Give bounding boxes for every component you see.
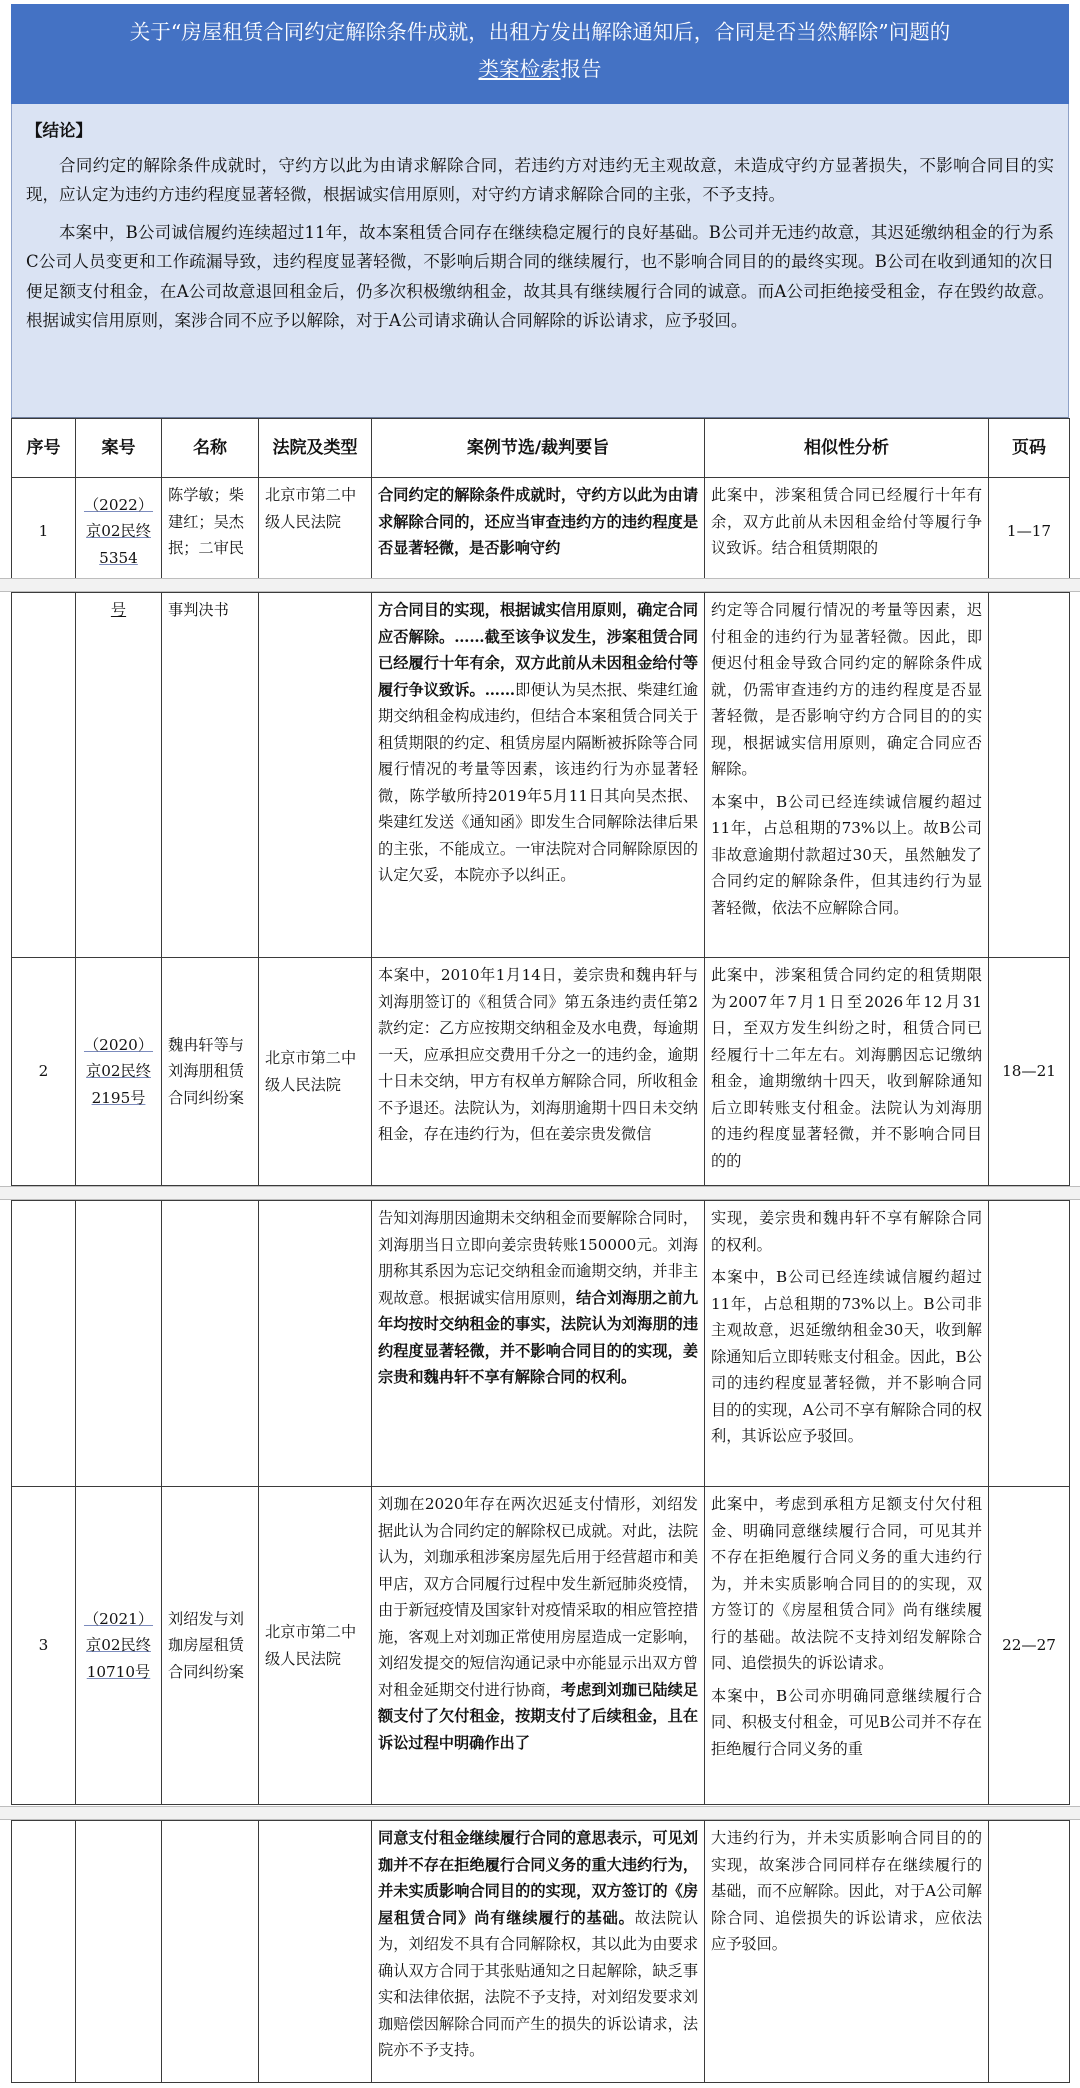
case-name-empty xyxy=(162,1821,259,2083)
header-index: 序号 xyxy=(12,419,76,478)
table-row xyxy=(12,1201,1070,1487)
page-range-empty xyxy=(989,1201,1070,1487)
case-number-link[interactable]: （2021）京02民终10710号 xyxy=(76,1487,162,1805)
conclusion-heading: 【结论】 xyxy=(26,121,92,140)
excerpt-body: 故法院认为，刘绍发不具有合同解除权，其以此为由要求确认双方合同于其张贴通知之日起解除，缺乏事实和法律依据，法院不予支持，对刘绍发要求刘珈赔偿因解除合同而产生的损失的诉讼请求，法院亦不予支持。 xyxy=(378,1908,699,2059)
header-case-number: 案号 xyxy=(76,419,162,478)
report-title-link[interactable]: 类案检索 xyxy=(478,57,561,81)
row-index-empty xyxy=(12,1821,76,2083)
case-name-empty xyxy=(162,1201,259,1487)
similarity-analysis: 此案中，涉案租赁合同已经履行十年有余，双方此前从未因租金给付等履行争议致诉。结合租赁期限的 xyxy=(705,478,989,586)
case-table-segment-1 xyxy=(11,418,1070,586)
table-header-row xyxy=(12,419,1070,478)
case-number-empty xyxy=(76,1821,162,2083)
header-excerpt: 案例节选/裁判要旨 xyxy=(372,419,705,478)
report-title-line2 xyxy=(25,51,1055,88)
analysis-paragraph: 约定等合同履行情况的考量等因素，迟付租金的违约行为显著轻微。因此，即便迟付租金导致合同约定的解除条件成就，仍需审查违约方的违约程度是否显著轻微，是否影响守约方合同目的的实现，根据诚实信用原则，确定合同应否解除。 xyxy=(711,601,982,778)
case-excerpt xyxy=(372,1201,705,1487)
case-table-segment-3 xyxy=(11,1200,1070,1805)
case-name: 刘绍发与刘珈房屋租赁合同纠纷案 xyxy=(162,1487,259,1805)
case-name: 魏冉轩等与刘海朋租赁合同纠纷案 xyxy=(162,958,259,1186)
header-pages: 页码 xyxy=(989,419,1070,478)
conclusion-paragraph-1: 合同约定的解除条件成就时，守约方以此为由请求解除合同，若违约方对违约无主观故意，未造成守约方显著损失，不影响合同目的实现，应认定为违约方违约程度显著轻微，根据诚实信用原则，对守约方请求解除合同的主张，不予支持。 xyxy=(26,155,1054,204)
case-number-link[interactable]: （2022）京02民终5354 xyxy=(76,478,162,586)
excerpt-body: 告知刘海朋因逾期未交纳租金而要解除合同时，刘海朋当日立即向姜宗贵转账150000元。刘海朋称其系因为忘记交纳租金而逾期交纳，并非主观故意。根据诚实信用原则， xyxy=(378,1209,698,1307)
similarity-analysis xyxy=(705,1487,989,1805)
case-number-empty xyxy=(76,1201,162,1487)
case-table-segment-2 xyxy=(11,592,1070,1186)
page-range: 1—17 xyxy=(989,478,1070,586)
analysis-paragraph: 实现，姜宗贵和魏冉轩不享有解除合同的权利。 xyxy=(711,1209,982,1254)
page-range: 22—27 xyxy=(989,1487,1070,1805)
similarity-analysis: 大违约行为，并未实质影响合同目的的实现，故案涉合同同样存在继续履行的基础，而不应解除。因此，对于A公司解除合同、追偿损失的诉讼请求，应依法应予驳回。 xyxy=(705,1821,989,2083)
case-excerpt xyxy=(372,1487,705,1805)
table-row xyxy=(12,1821,1070,2083)
analysis-paragraph: 本案中，B公司已经连续诚信履约超过11年，占总租期的73%以上。故B公司非故意逾期付款超过30天，虽然触发了合同约定的解除条件，但其违约行为显著轻微，依法不应解除合同。 xyxy=(711,792,982,917)
analysis-paragraph: 此案中，考虑到承租方足额支付欠付租金、明确同意继续履行合同，可见其并不存在拒绝履行合同义务的重大违约行为，并未实质影响合同目的的实现，双方签订的《房屋租赁合同》尚有继续履行的基础。故法院不支持刘绍发解除合同、追偿损失的诉讼请求。 xyxy=(711,1495,982,1672)
case-excerpt xyxy=(372,1821,705,2083)
case-excerpt: 本案中，2010年1月14日，姜宗贵和魏冉轩与刘海朋签订的《租赁合同》第五条违约责任第2款约定：乙方应按期交纳租金及水电费，每逾期一天，应承担应交费用千分之一的违约金，逾期十日未交纳，甲方有权单方解除合同，所收租金不予退还。法院认为，刘海朋逾期十四日未交纳租金，存在违约行为，但在姜宗贵发微信 xyxy=(372,958,705,1186)
table-row xyxy=(12,1487,1070,1805)
page-break xyxy=(0,578,1080,592)
analysis-paragraph: 本案中，B公司已经连续诚信履约超过11年，占总租期的73%以上。B公司非主观故意，迟延缴纳租金30天，收到解除通知后立即转账支付租金。因此，B公司的违约程度显著轻微，并不影响合同目的的实现，A公司不享有解除合同的权利，其诉讼应予驳回。 xyxy=(711,1268,982,1445)
case-number-link[interactable]: （2020）京02民终2195号 xyxy=(76,958,162,1186)
court-type-empty xyxy=(259,593,372,958)
court-type-empty xyxy=(259,1821,372,2083)
court-type-empty xyxy=(259,1201,372,1487)
excerpt-emphasis: 结合刘海朋之前九年均按时交纳租金的事实，法院认为刘海朋的违约程度显著轻微，并不影响合同目的的实现，姜宗贵和魏冉轩不享有解除合同的权利。 xyxy=(378,1288,699,1386)
court-type: 北京市第二中级人民法院 xyxy=(259,1487,372,1805)
similarity-analysis xyxy=(705,1201,989,1487)
excerpt-body: 即便认为吴杰抿、柴建红逾期交纳租金构成违约，但结合本案租赁合同关于租赁期限的约定、租赁房屋内隔断被拆除等合同履行情况的考量等因素，该违约行为亦显著轻微，陈学敏所持2019年5月11日其向吴杰抿、柴建红发送《通知函》即发生合同解除法律后果的主张，不能成立。一审法院对合同解除原因的认定欠妥，本院亦予以纠正。 xyxy=(378,680,699,884)
case-number-tail[interactable]: 号 xyxy=(76,593,162,958)
table-row xyxy=(12,958,1070,1186)
case-excerpt xyxy=(372,593,705,958)
court-type: 北京市第二中级人民法院 xyxy=(259,958,372,1186)
page-break xyxy=(0,1806,1080,1820)
page-break xyxy=(0,1186,1080,1200)
case-name-tail: 事判决书 xyxy=(162,593,259,958)
excerpt-emphasis: 方合同目的实现，根据诚实信用原则，确定合同应否解除。……截至该争议发生，涉案租赁合同已经履行十年有余，双方此前从未因租金给付等履行争议致诉。…… xyxy=(378,601,698,699)
conclusion-box xyxy=(11,104,1069,418)
analysis-paragraph: 本案中，B公司亦明确同意继续履行合同、积极支付租金，可见B公司并不存在拒绝履行合同义务的重 xyxy=(711,1686,982,1758)
excerpt-body: 刘珈在2020年存在两次迟延支付情形，刘绍发据此认为合同约定的解除权已成就。对此，法院认为，刘珈承租涉案房屋先后用于经营超市和美甲店，双方合同履行过程中发生新冠肺炎疫情，由于新冠疫情及国家针对疫情采取的相应管控措施，客观上对刘珈正常使用房屋造成一定影响，刘绍发提交的短信沟通记录中亦能显示出双方曾对租金延期交付进行协商， xyxy=(378,1495,698,1699)
header-court-type: 法院及类型 xyxy=(259,419,372,478)
row-index-empty xyxy=(12,1201,76,1487)
case-name: 陈学敏；柴建红；吴杰抿；二审民 xyxy=(162,478,259,586)
excerpt-emphasis: 考虑到刘珈已陆续足额支付了欠付租金，按期支付了后续租金，且在诉讼过程中明确作出了 xyxy=(378,1680,699,1752)
row-index-empty xyxy=(12,593,76,958)
table-row xyxy=(12,478,1070,586)
page-range-empty xyxy=(989,1821,1070,2083)
report-title-suffix: 报告 xyxy=(560,57,602,81)
header-similarity: 相似性分析 xyxy=(705,419,989,478)
header-case-name: 名称 xyxy=(162,419,259,478)
court-type: 北京市第二中级人民法院 xyxy=(259,478,372,586)
case-table-segment-4 xyxy=(11,1820,1070,2083)
page-range: 18—21 xyxy=(989,958,1070,1186)
similarity-analysis: 此案中，涉案租赁合同约定的租赁期限为2007年7月1日至2026年12月31日，至双方发生纠纷之时，租赁合同已经履行十二年左右。刘海鹏因忘记缴纳租金，逾期缴纳十四天，收到解除通知后立即转账支付租金。法院认为刘海朋的违约程度显著轻微，并不影响合同目的的 xyxy=(705,958,989,1186)
case-excerpt: 合同约定的解除条件成就时，守约方以此为由请求解除合同的，还应当审查违约方的违约程度是否显著轻微，是否影响守约 xyxy=(372,478,705,586)
conclusion-paragraph-2: 本案中，B公司诚信履约连续超过11年，故本案租赁合同存在继续稳定履行的良好基础。B公司并无违约故意，其迟延缴纳租金的行为系C公司人员变更和工作疏漏导致，违约程度显著轻微，不影响后期合同的继续履行，也不影响合同目的的最终实现。B公司在收到通知的次日便足额支付租金，在A公司故意退回租金后，仍多次积极缴纳租金，故其具有继续履行合同的诚意。而A公司拒绝接受租金，存在毁约故意。根据诚实信用原则，案涉合同不应予以解除，对于A公司请求确认合同解除的诉讼请求，应予驳回。 xyxy=(26,222,1054,330)
row-index: 1 xyxy=(12,478,76,586)
report-title-line1: 关于“房屋租赁合同约定解除条件成就，出租方发出解除通知后，合同是否当然解除”问题的 xyxy=(129,20,951,44)
excerpt-emphasis: 同意支付租金继续履行合同的意思表示，可见刘珈并不存在拒绝履行合同义务的重大违约行为，并未实质影响合同目的的实现，双方签订的《房屋租赁合同》尚有继续履行的基础。 xyxy=(378,1829,698,1927)
row-index: 3 xyxy=(12,1487,76,1805)
row-index: 2 xyxy=(12,958,76,1186)
page-range-empty xyxy=(989,593,1070,958)
table-row xyxy=(12,593,1070,958)
report-title xyxy=(11,4,1069,104)
similarity-analysis xyxy=(705,593,989,958)
